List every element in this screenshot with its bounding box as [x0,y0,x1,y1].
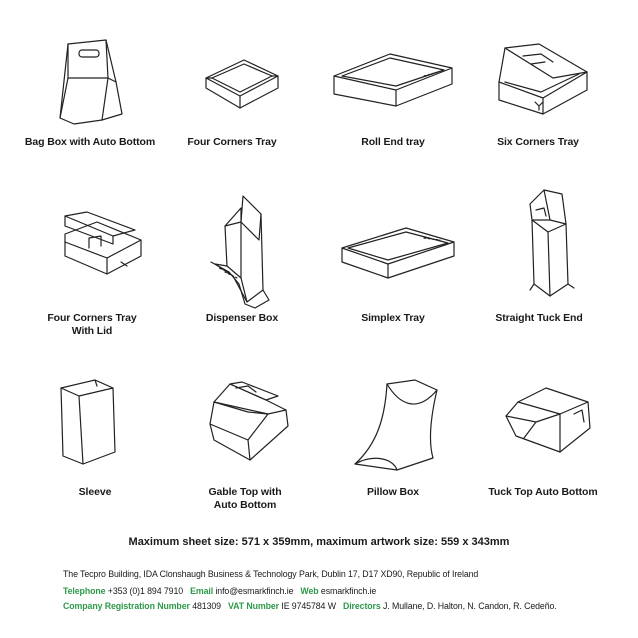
telephone-value: +353 (0)1 894 7910 [107,586,184,596]
vat-value: IE 9745784 W [281,601,336,611]
box-label: Tuck Top Auto Bottom [488,486,598,498]
directors-label: Directors [342,601,381,611]
six-corners-tray-icon [483,42,593,122]
simplex-tray-icon [328,218,458,288]
box-cell-pillow-box [318,374,468,474]
box-cell-bag-box [15,38,165,128]
box-label: Dispenser Box [205,312,279,324]
email-value[interactable]: info@esmarkfinch.ie [215,586,294,596]
footer-address: The Tecpro Building, IDA Clonshaugh Business & Technology Park, Dublin 17, D17 XD90, Republic of Ireland [63,569,479,579]
box-label: Straight Tuck End [495,312,583,324]
box-label: Simplex Tray [361,312,425,324]
telephone-label: Telephone [63,586,106,596]
box-cell-sleeve [13,370,163,470]
company-reg-label: Company Registration Number [63,601,190,611]
box-label [17,312,167,338]
vat-label: VAT Number [228,601,279,611]
box-label: Sleeve [78,486,112,498]
web-label: Web [300,586,319,596]
box-cell-dispenser-box [160,192,310,310]
box-label: Roll End tray [361,136,425,148]
four-corners-tray-icon [182,48,282,118]
roll-end-tray-icon [328,46,458,116]
box-label-line1: Gable Top with [208,486,282,498]
box-cell-simplex-tray [318,218,468,288]
box-cell-roll-end-tray [318,46,468,116]
email-label: Email [190,586,214,596]
company-reg-value: 481309 [192,601,221,611]
dispenser-box-icon [185,192,285,310]
box-label: Four Corners Tray [187,136,277,148]
tuck-top-auto-bottom-icon [478,380,598,460]
web-value[interactable]: esmarkfinch.ie [320,586,377,596]
box-label: Pillow Box [366,486,420,498]
box-cell-tuck-top-auto-bottom [463,380,613,460]
footer-contact [63,586,376,596]
max-sheet-size: Maximum sheet size: 571 x 359mm, maximum artwork size: 559 x 343mm [128,536,510,548]
straight-tuck-end-icon [484,184,594,308]
box-label: Six Corners Tray [497,136,579,148]
directors-value: J. Mullane, D. Halton, N. Candon, R. Cedeño. [383,601,557,611]
footer-company [63,601,557,611]
box-label-line2: Auto Bottom [213,499,277,511]
box-label-line2: With Lid [71,325,113,337]
sleeve-icon [43,370,133,470]
box-cell-gable-top [163,378,313,468]
box-cell-four-corners-tray-lid [17,208,167,278]
box-label: Bag Box with Auto Bottom [24,136,156,148]
box-cell-straight-tuck-end [464,184,614,308]
box-label-line1: Four Corners Tray [47,312,137,324]
box-cell-four-corners-tray [157,48,307,118]
four-corners-tray-lid-icon [37,208,147,278]
gable-top-icon [178,378,298,468]
box-label [170,486,320,512]
bag-box-icon [50,38,130,128]
box-cell-six-corners-tray [463,42,613,122]
pillow-box-icon [333,374,453,474]
